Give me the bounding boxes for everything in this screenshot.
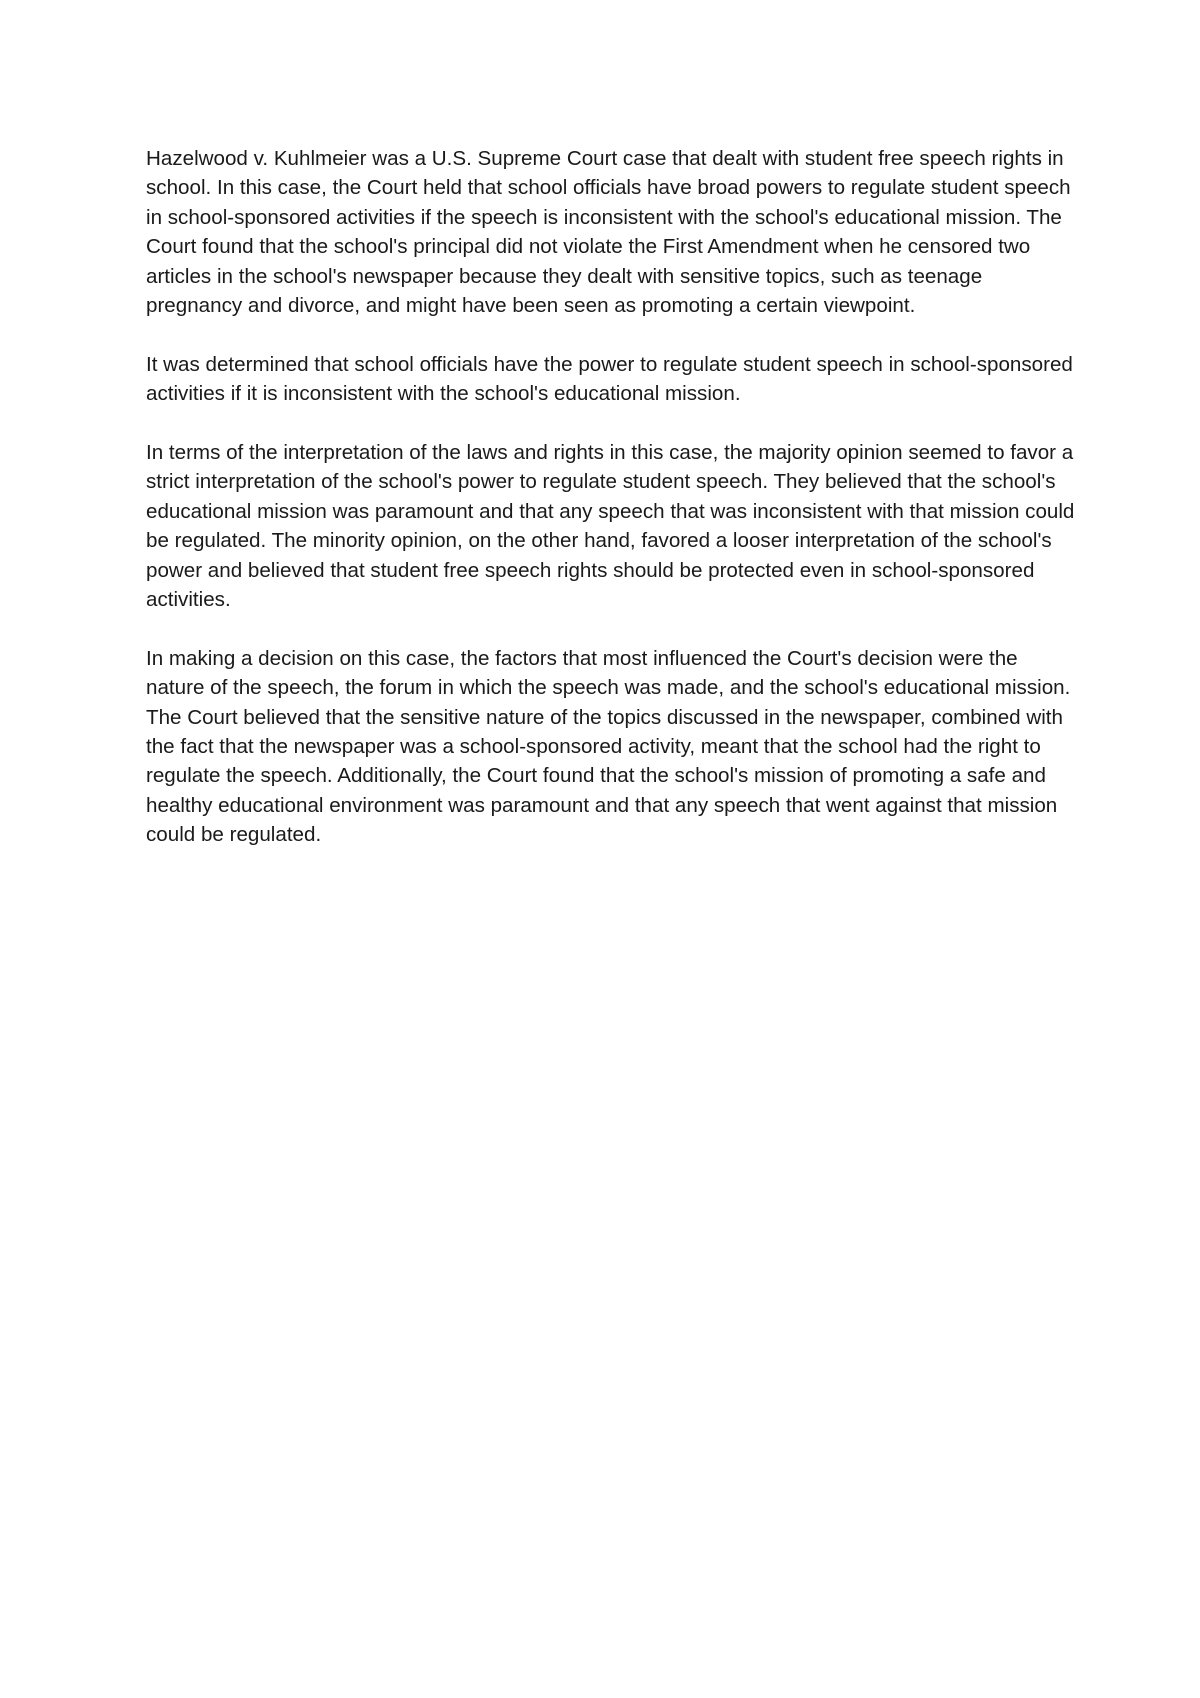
paragraph-decision-factors: In making a decision on this case, the factors that most influenced the Court's decision were the nature of the speech, the forum in which the speech was made, and the school's educational mission. The Court believed that the sensitive nature of the topics discussed in the newspaper, combined with the fact that the newspaper was a school-sponsored activity, meant that the school had the right to regulate the speech. Additionally, the Court found that the school's mission of promoting a safe and healthy educational environment was paramount and that any speech that went against that mission could be regulated. [146,646,1071,847]
paragraph-determination: It was determined that school officials have the power to regulate student speech in school-sponsored activities if it is inconsistent with the school's educational mission. [146,352,1073,406]
paragraph-interpretation: In terms of the interpretation of the laws and rights in this case, the majority opinion seemed to favor a strict interpretation of the school's power to regulate student speech. They believed that the school's educational mission was paramount and that any speech that was inconsistent with that mission could be regulated. The minority opinion, on the other hand, favored a looser interpretation of the school's power and believed that student free speech rights should be protected even in school-sponsored activities. [146,441,1075,612]
document-body [146,144,1076,879]
paragraph-case-summary: Hazelwood v. Kuhlmeier was a U.S. Supreme Court case that dealt with student free speech rights in school. In this case, the Court held that school officials have broad powers to regulate student speech in school-sponsored activities if the speech is inconsistent with the school's educational mission. The Court found that the school's principal did not violate the First Amendment when he censored two articles in the school's newspaper because they dealt with sensitive topics, such as teenage pregnancy and divorce, and might have been seen as promoting a certain viewpoint. [146,147,1071,318]
